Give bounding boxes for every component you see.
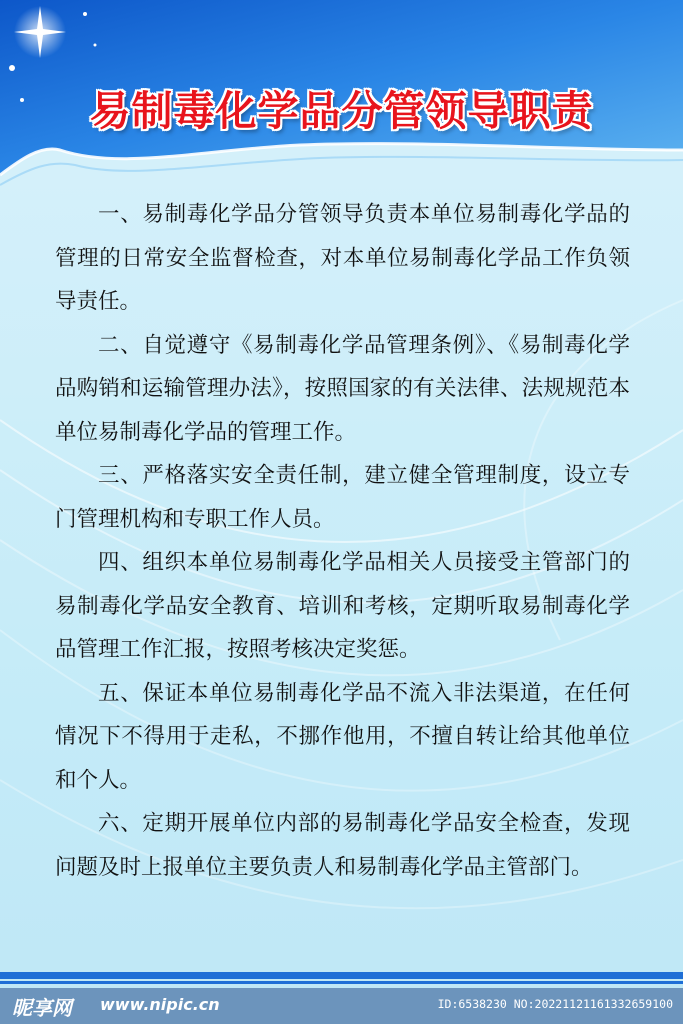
duty-paragraph-6: 六、定期开展单位内部的易制毒化学品安全检查，发现问题及时上报单位主要负责人和易制毒化学品主管部门。 xyxy=(55,811,630,880)
duties-list xyxy=(55,193,630,889)
watermark-logo: 昵享网 xyxy=(12,996,72,1020)
duty-paragraph-1: 一、易制毒化学品分管领导负责本单位易制毒化学品的管理的日常安全监督检查，对本单位易制毒化学品工作负领导责任。 xyxy=(55,202,630,314)
watermark-id: ID:6538230 NO:20221121161332659100 xyxy=(437,997,673,1011)
page-title: 易制毒化学品分管领导职责 xyxy=(89,87,594,135)
duty-paragraph-2: 二、自觉遵守《易制毒化学品管理条例》、《易制毒化学品购销和运输管理办法》，按照国家的有关法律、法规规范本单位易制毒化学品的管理工作。 xyxy=(55,332,630,445)
duty-paragraph-3: 三、严格落实安全责任制，建立健全管理制度，设立专门管理机构和专职工作人员。 xyxy=(55,463,630,532)
duty-paragraph-4: 四、组织本单位易制毒化学品相关人员接受主管部门的易制毒化学品安全教育、培训和考核，定期听取易制毒化学品管理工作汇报，按照考核决定奖惩。 xyxy=(55,550,630,662)
footer-stripe-thin xyxy=(0,981,683,984)
footer-stripe xyxy=(0,972,683,979)
watermark-url: www.nipic.cn xyxy=(100,995,220,1014)
duty-paragraph-5: 五、保证本单位易制毒化学品不流入非法渠道，在任何情况下不得用于走私，不挪作他用，不擅自转让给其他单位和个人。 xyxy=(55,680,630,793)
